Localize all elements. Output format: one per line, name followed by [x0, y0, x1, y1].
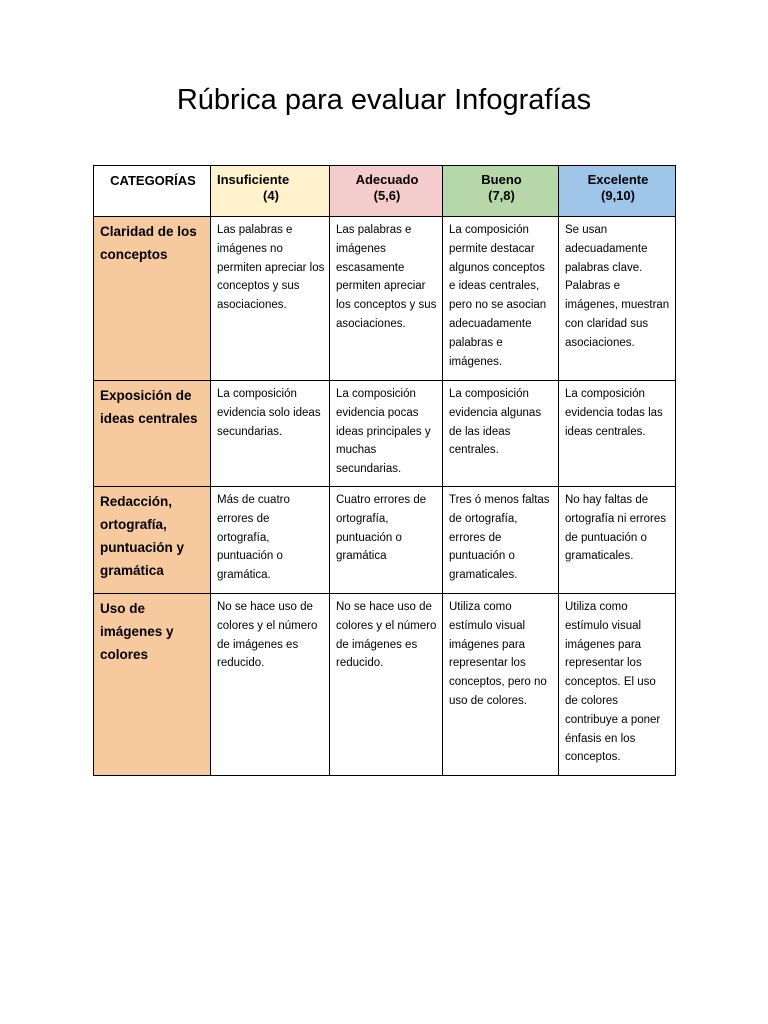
- rubric-cell: No hay faltas de ortografía ni errores de puntuación o gramaticales.: [559, 487, 676, 594]
- rubric-cell: Tres ó menos faltas de ortografía, errores de puntuación o gramaticales.: [443, 487, 559, 594]
- page-title: Rúbrica para evaluar Infografías: [176, 84, 592, 116]
- level-score: (4): [263, 188, 279, 203]
- rubric-cell: Utiliza como estímulo visual imágenes para representar los conceptos, pero no uso de colores.: [443, 594, 559, 776]
- rubric-cell: La composición evidencia solo ideas secundarias.: [211, 381, 330, 487]
- category-cell: Claridad de los conceptos: [94, 217, 211, 381]
- rubric-cell: Las palabras e imágenes no permiten apreciar los conceptos y sus asociaciones.: [211, 217, 330, 381]
- level-label: Insuficiente: [217, 172, 290, 187]
- rubric-cell: Cuatro errores de ortografía, puntuación o gramática: [330, 487, 443, 594]
- rubric-cell: No se hace uso de colores y el número de imágenes es reducido.: [211, 594, 330, 776]
- header-categorias: CATEGORÍAS: [94, 166, 211, 217]
- category-cell: Redacción, ortografía, puntuación y gramática: [94, 487, 211, 594]
- rubric-cell: Las palabras e imágenes escasamente permiten apreciar los conceptos y sus asociaciones.: [330, 217, 443, 381]
- level-label: Bueno: [481, 172, 522, 187]
- level-score: (7,8): [488, 188, 515, 203]
- table-row: [94, 217, 676, 381]
- header-insuficiente: [211, 166, 330, 217]
- level-label: Adecuado: [355, 172, 419, 187]
- rubric-cell: La composición permite destacar algunos conceptos e ideas centrales, pero no se asocian adecuadamente palabras e imágenes.: [443, 217, 559, 381]
- rubric-cell: Utiliza como estímulo visual imágenes para representar los conceptos. El uso de colores contribuye a poner énfasis en los conceptos.: [559, 594, 676, 776]
- rubric-table: [93, 165, 676, 776]
- table-row: [94, 487, 676, 594]
- rubric-cell: La composición evidencia pocas ideas principales y muchas secundarias.: [330, 381, 443, 487]
- rubric-cell: Más de cuatro errores de ortografía, puntuación o gramática.: [211, 487, 330, 594]
- category-cell: Uso de imágenes y colores: [94, 594, 211, 776]
- rubric-cell: No se hace uso de colores y el número de imágenes es reducido.: [330, 594, 443, 776]
- level-score: (9,10): [601, 188, 635, 203]
- rubric-cell: La composición evidencia todas las ideas centrales.: [559, 381, 676, 487]
- rubric-cell: Se usan adecuadamente palabras clave. Palabras e imágenes, muestran con claridad sus asociaciones.: [559, 217, 676, 381]
- level-score: (5,6): [373, 188, 401, 203]
- level-label: Excelente: [587, 172, 649, 187]
- table-row: [94, 381, 676, 487]
- table-row: [94, 594, 676, 776]
- category-cell: Exposición de ideas centrales: [94, 381, 211, 487]
- header-adecuado: [330, 166, 443, 217]
- header-bueno: [443, 166, 559, 217]
- rubric-cell: La composición evidencia algunas de las ideas centrales.: [443, 381, 559, 487]
- header-excelente: [559, 166, 676, 217]
- header-row: [94, 166, 676, 217]
